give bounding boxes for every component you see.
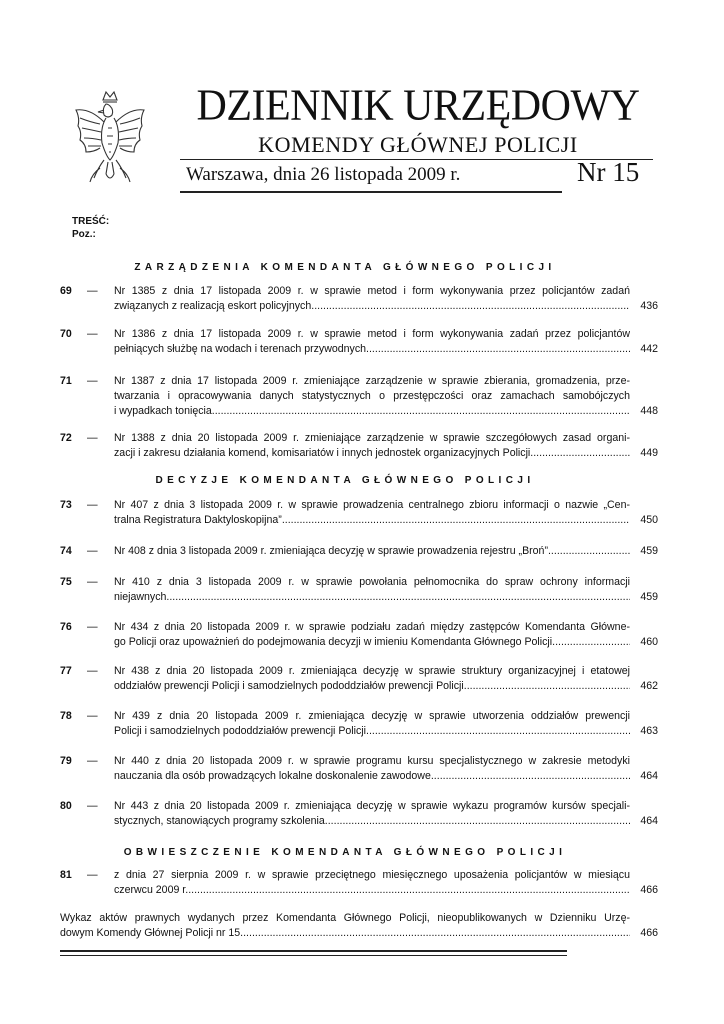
dot-leader — [552, 635, 630, 650]
entry-title-line: Nr 1387 z dnia 17 listopada 2009 r. zmieniające zarządzenie w sprawie zbierania, gromadzenia, prze- — [114, 375, 630, 387]
position-label: Poz.: — [72, 229, 96, 240]
entry-dash: — — [87, 545, 98, 557]
entry-number: 69 — [60, 285, 72, 297]
entry-page-number: 460 — [640, 636, 658, 648]
entry-title-line-leader — [114, 724, 630, 739]
entry-dash: — — [87, 375, 98, 387]
entry-title-line: Nr 434 z dnia 20 listopada 2009 r. w sprawie podziału zadań między zastępców Komendanta Główne- — [114, 621, 630, 633]
entry-title — [114, 664, 630, 694]
entry-title-line: dowym Komendy Głównej Policji nr 15 — [60, 927, 241, 939]
dot-leader — [431, 769, 630, 784]
entry-title — [114, 620, 630, 650]
journal-title: DZIENNIK URZĘDOWY — [196, 81, 640, 131]
entry-title-line: niejawnych — [114, 591, 167, 603]
entry-number: 72 — [60, 432, 72, 444]
footer-rule-thick — [60, 950, 567, 952]
entry-title-line: tralna Registratura Daktyloskopijna” — [114, 514, 282, 526]
entry-title-line-leader — [114, 635, 630, 650]
entry-page-number: 463 — [640, 725, 658, 737]
entry-title-line: twarzania i opracowywania danych statystycznych o przestępczości oraz zamachach samobójczych — [114, 390, 630, 402]
entry-dash: — — [87, 800, 98, 812]
section-heading: OBWIESZCZENIE KOMENDANTA GŁÓWNEGO POLICJI — [123, 847, 567, 858]
entry-page-number: 464 — [640, 815, 658, 827]
entry-title-line: Policji i samodzielnych pododdziałów prewencji Policji — [114, 725, 367, 737]
entry-title-line: nauczania dla osób prowadzących lokalne doskonalenie zawodowe — [114, 770, 431, 782]
contents-label-block — [72, 215, 109, 241]
entry-number: 79 — [60, 755, 72, 767]
entry-title — [114, 754, 630, 784]
entry-title-line-leader — [114, 513, 630, 528]
entry-title-line: Nr 407 z dnia 3 listopada 2009 r. w sprawie prowadzenia centralnego zbioru informacji o nazwie „Cen- — [114, 499, 630, 511]
dot-leader — [325, 814, 630, 829]
entry-title-line-leader — [114, 446, 630, 461]
entry-title — [114, 709, 630, 739]
entry-dash: — — [87, 710, 98, 722]
entry-dash: — — [87, 285, 98, 297]
entry-title-line-leader — [114, 544, 630, 559]
entry-number: 74 — [60, 545, 72, 557]
entry-dash: — — [87, 576, 98, 588]
entry-dash: — — [87, 432, 98, 444]
dot-leader — [311, 299, 630, 314]
journal-subtitle: KOMENDY GŁÓWNEJ POLICJI — [258, 132, 578, 157]
entry-title-line: Nr 438 z dnia 20 listopada 2009 r. zmieniająca decyzję w sprawie struktury organizacyjnej i etatowej — [114, 665, 630, 677]
entry-page-number: 459 — [640, 591, 658, 603]
entry-title-line-leader — [114, 342, 630, 357]
entry-page-number: 459 — [640, 545, 658, 557]
entry-dash: — — [87, 621, 98, 633]
dot-leader — [366, 724, 630, 739]
dot-leader — [530, 446, 630, 461]
entry-page-number: 448 — [640, 405, 658, 417]
dot-leader — [240, 926, 630, 941]
entry-page-number: 442 — [640, 343, 658, 355]
dateline: Warszawa, dnia 26 listopada 2009 r. — [186, 164, 461, 185]
dot-leader — [212, 404, 630, 419]
entry-title-line: go Policji oraz upoważnień do podejmowania decyzji w imieniu Komendanta Głównego Policji — [114, 636, 553, 648]
entry-title-line-leader — [114, 883, 630, 898]
entry-title-line-leader — [60, 926, 630, 941]
entry-title-line: Nr 408 z dnia 3 listopada 2009 r. zmieniająca decyzję w sprawie prowadzenia rejestru „Broń” — [114, 545, 548, 557]
masthead — [0, 0, 724, 200]
entry-number: 71 — [60, 375, 72, 387]
entry-number: 81 — [60, 869, 72, 881]
polish-eagle-emblem — [70, 88, 150, 188]
dot-leader — [548, 544, 630, 559]
entry-title-line: Nr 1386 z dnia 17 listopada 2009 r. w sprawie metod i form wykonywania zadań przez policjantów — [114, 328, 630, 340]
contents-label: TREŚĆ: — [72, 216, 110, 227]
entry-page-number: 464 — [640, 770, 658, 782]
entry-title — [114, 544, 630, 559]
entry-title — [114, 575, 630, 605]
entry-title — [114, 799, 630, 829]
entry-number: 78 — [60, 710, 72, 722]
entry-title — [114, 284, 630, 314]
entry-page-number: 449 — [640, 447, 658, 459]
entry-title-line: Nr 443 z dnia 20 listopada 2009 r. zmieniająca decyzję w sprawie wykazu programów kursów specjali- — [114, 800, 630, 812]
entry-number: 75 — [60, 576, 72, 588]
entry-title-line: Nr 410 z dnia 3 listopada 2009 r. w sprawie powołania pełnomocnika do spraw ochrony informacji — [114, 576, 630, 588]
dot-leader — [366, 342, 630, 357]
entry-title-line-leader — [114, 299, 630, 314]
entry-title-line: z dnia 27 sierpnia 2009 r. w sprawie przeciętnego miesięcznego uposażenia policjantów w miesiącu — [114, 869, 630, 881]
entry-title-line: stycznych, stanowiących programy szkolenia — [114, 815, 325, 827]
dot-leader — [188, 883, 630, 898]
entry-dash: — — [87, 665, 98, 677]
entry-number: 80 — [60, 800, 72, 812]
entry-title-line-leader — [114, 814, 630, 829]
entry-title-line: oddziałów prewencji Policji i samodzielnych pododdziałów prewencji Policji — [114, 680, 464, 692]
entry-title-line: pełniących służbę na wodach i terenach przywodnych — [114, 343, 367, 355]
entry-number: 70 — [60, 328, 72, 340]
entry-title-line: związanych z realizacją eskort policyjnych — [114, 300, 312, 312]
entry-number: 77 — [60, 665, 72, 677]
entry-dash: — — [87, 328, 98, 340]
entry-page-number: 450 — [640, 514, 658, 526]
entry-title-line: czerwcu 2009 r. — [114, 884, 189, 896]
section-heading: ZARZĄDZENIA KOMENDANTA GŁÓWNEGO POLICJI — [134, 262, 556, 273]
entry-title-line: Nr 439 z dnia 20 listopada 2009 r. zmieniająca decyzję w sprawie utworzenia oddziałów prewencji — [114, 710, 630, 722]
dot-leader — [282, 513, 630, 528]
entry-page-number: 462 — [640, 680, 658, 692]
entry-title-line-leader — [114, 679, 630, 694]
entry-title-line: Nr 1385 z dnia 17 listopada 2009 r. w sprawie metod i form wykonywania przez policjantów zadań — [114, 285, 630, 297]
entry-title — [114, 498, 630, 528]
section-heading: DECYZJE KOMENDANTA GŁÓWNEGO POLICJI — [155, 475, 535, 486]
dot-leader — [166, 590, 630, 605]
dot-leader — [464, 679, 630, 694]
entry-title-line-leader — [114, 769, 630, 784]
entry-dash: — — [87, 755, 98, 767]
entry-title — [114, 327, 630, 357]
entry-dash: — — [87, 869, 98, 881]
dateline-rule — [180, 191, 562, 193]
entry-title — [114, 431, 630, 461]
entry-title — [114, 374, 630, 419]
entry-number: 76 — [60, 621, 72, 633]
entry-dash: — — [87, 499, 98, 511]
entry-title-line-leader — [114, 404, 630, 419]
entry-title — [114, 868, 630, 898]
entry-page-number: 466 — [640, 884, 658, 896]
appendix-title — [60, 911, 630, 941]
entry-title-line: zacji i zakresu działania komend, komisariatów i innych jednostek organizacyjnych Policji — [114, 447, 531, 459]
issue-number: Nr 15 — [577, 157, 640, 187]
entry-title-line: Nr 1388 z dnia 20 listopada 2009 r. zmieniające zarządzenie w sprawie szczegółowych zasad organi- — [114, 432, 630, 444]
appendix-page-number: 466 — [640, 927, 658, 939]
entry-title-line-leader — [114, 590, 630, 605]
entry-page-number: 436 — [640, 300, 658, 312]
entry-title-line: Nr 440 z dnia 20 listopada 2009 r. w sprawie programu kursu specjalistycznego w zakresie metodyki — [114, 755, 630, 767]
entry-number: 73 — [60, 499, 72, 511]
entry-title-line: Wykaz aktów prawnych wydanych przez Komendanta Głównego Policji, nieopublikowanych w Dzienniku Urzę- — [60, 912, 630, 924]
footer-rule-thin — [60, 955, 567, 956]
entry-title-line: i wypadkach tonięcia — [114, 405, 212, 417]
